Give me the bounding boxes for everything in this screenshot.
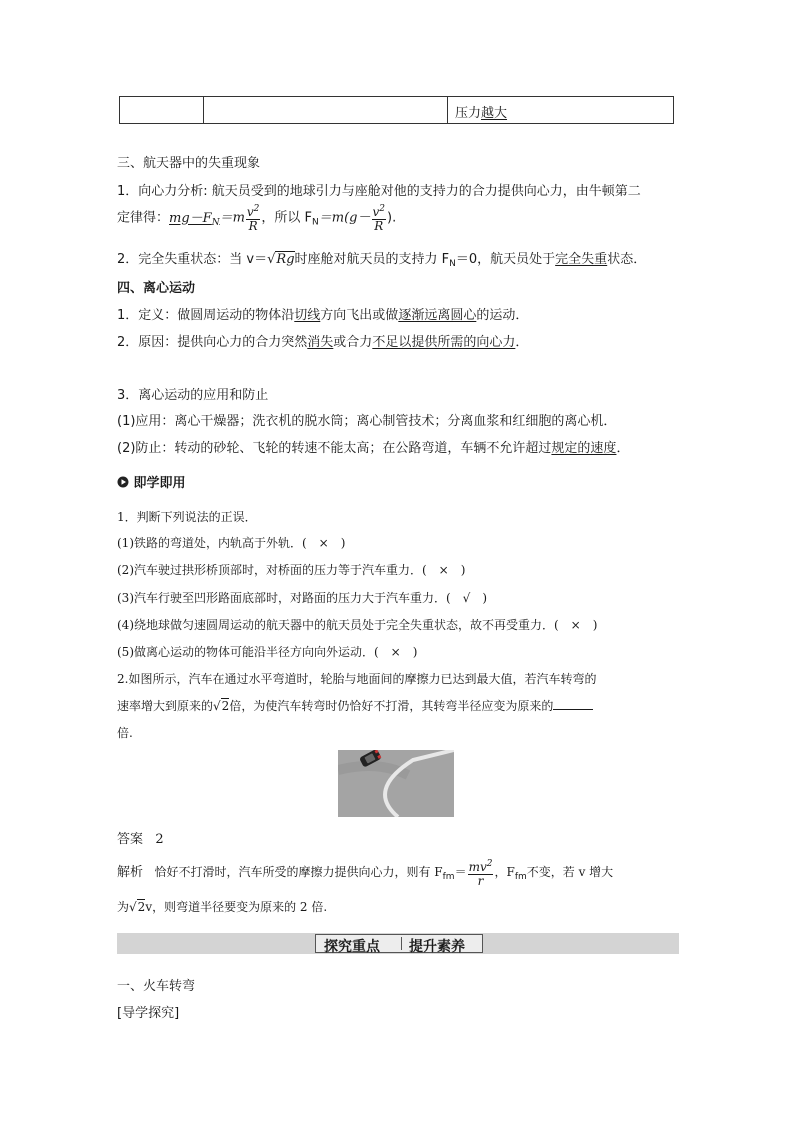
question-2-line-3: 倍. [117, 726, 133, 740]
section-heading-centrifugal: 四、离心运动 [117, 281, 196, 296]
judgement-item: (2)汽车驶过拱形桥顶部时，对桥面的压力等于汽车重力．( × ) [117, 563, 466, 577]
judgement-item: (3)汽车行驶至凹形路面底部时，对路面的压力大于汽车重力．( √ ) [117, 591, 488, 605]
analysis-line-1: 解析 恰好不打滑时，汽车所受的摩擦力提供向心力，则有 $F_{fm}=$ $\frac{mv^2}{r}$ ，$F_{fm}$不变，若 v 增大 [117, 858, 614, 888]
banner-box [315, 934, 483, 953]
question-2-line-1: 2.如图所示，汽车在通过水平弯道时，轮胎与地面间的摩擦力已达到最大值，若汽车转弯的 [117, 672, 597, 686]
paragraph-definition: 1．定义：做圆周运动的物体沿切线方向飞出或做逐渐远离圆心的运动． [117, 308, 529, 323]
car-on-curve-photo [338, 750, 454, 817]
table-divider [203, 97, 204, 123]
paragraph-newton-law: 定律得：$mg-F_N=m$ $\frac{v^2}{R}$ ，所以 $F_N=m(g-$ $\frac{v^2}{R}$ ). [117, 204, 397, 233]
answer-blank [553, 697, 593, 710]
judgement-item: (1)铁路的弯道处，内轨高于外轨．( × ) [117, 536, 346, 550]
guided-inquiry-label: [导学探究] [117, 1006, 180, 1021]
answer-line: 答案 2 [117, 832, 164, 847]
paragraph-cause: 2．原因：提供向心力的合力突然消失或合力不足以提供所需的向心力． [117, 335, 529, 350]
paragraph-applications-heading: 3．离心运动的应用和防止 [117, 388, 269, 403]
analysis-line-2: 为√2v，则弯道半径要变为原来的 2 倍. [117, 900, 328, 914]
quick-use-heading: 即学即用 [117, 472, 186, 491]
paragraph-centripetal-analysis: 1．向心力分析: 航天员受到的地球引力与座舱对他的支持力的合力提供向心力，由牛顿第二 [117, 184, 641, 199]
section-heading-weightlessness: 三、航天器中的失重现象 [117, 156, 261, 171]
play-circle-icon [117, 476, 134, 491]
section-heading-train-curve: 一、火车转弯 [117, 979, 196, 994]
judgement-item: (5)做离心运动的物体可能沿半径方向向外运动．( × ) [117, 645, 418, 659]
section-banner [117, 933, 679, 954]
judgement-item: (4)绕地球做匀速圆周运动的航天器中的航天员处于完全失重状态，故不再受重力．( × ) [117, 618, 598, 632]
banner-title-right: 提升素养 [409, 939, 465, 955]
table-divider [447, 97, 448, 123]
paragraph-complete-weightlessness: 2．完全失重状态：当 v＝√Rg时座舱对航天员的支持力 $F_N=0$，航天员处于完全失重状态． [117, 252, 647, 269]
paragraph-applications: (1)应用：离心干燥器；洗衣机的脱水筒；离心制管技术；分离血浆和红细胞的离心机． [117, 414, 617, 429]
question-1-title: 1．判断下列说法的正误． [117, 510, 257, 524]
paragraph-prevention: (2)防止：转动的砂轮、飞轮的转速不能太高；在公路弯道，车辆不允许超过规定的速度． [117, 441, 630, 456]
banner-title-left: 探究重点 [324, 939, 380, 955]
table-cell-text: 压力越大 [455, 106, 508, 121]
question-2-line-2: 速率增大到原来的√2倍，为使汽车转弯时仍恰好不打滑，其转弯半径应变为原来的 [117, 697, 593, 714]
banner-divider [401, 937, 402, 950]
table-fragment [119, 96, 674, 124]
